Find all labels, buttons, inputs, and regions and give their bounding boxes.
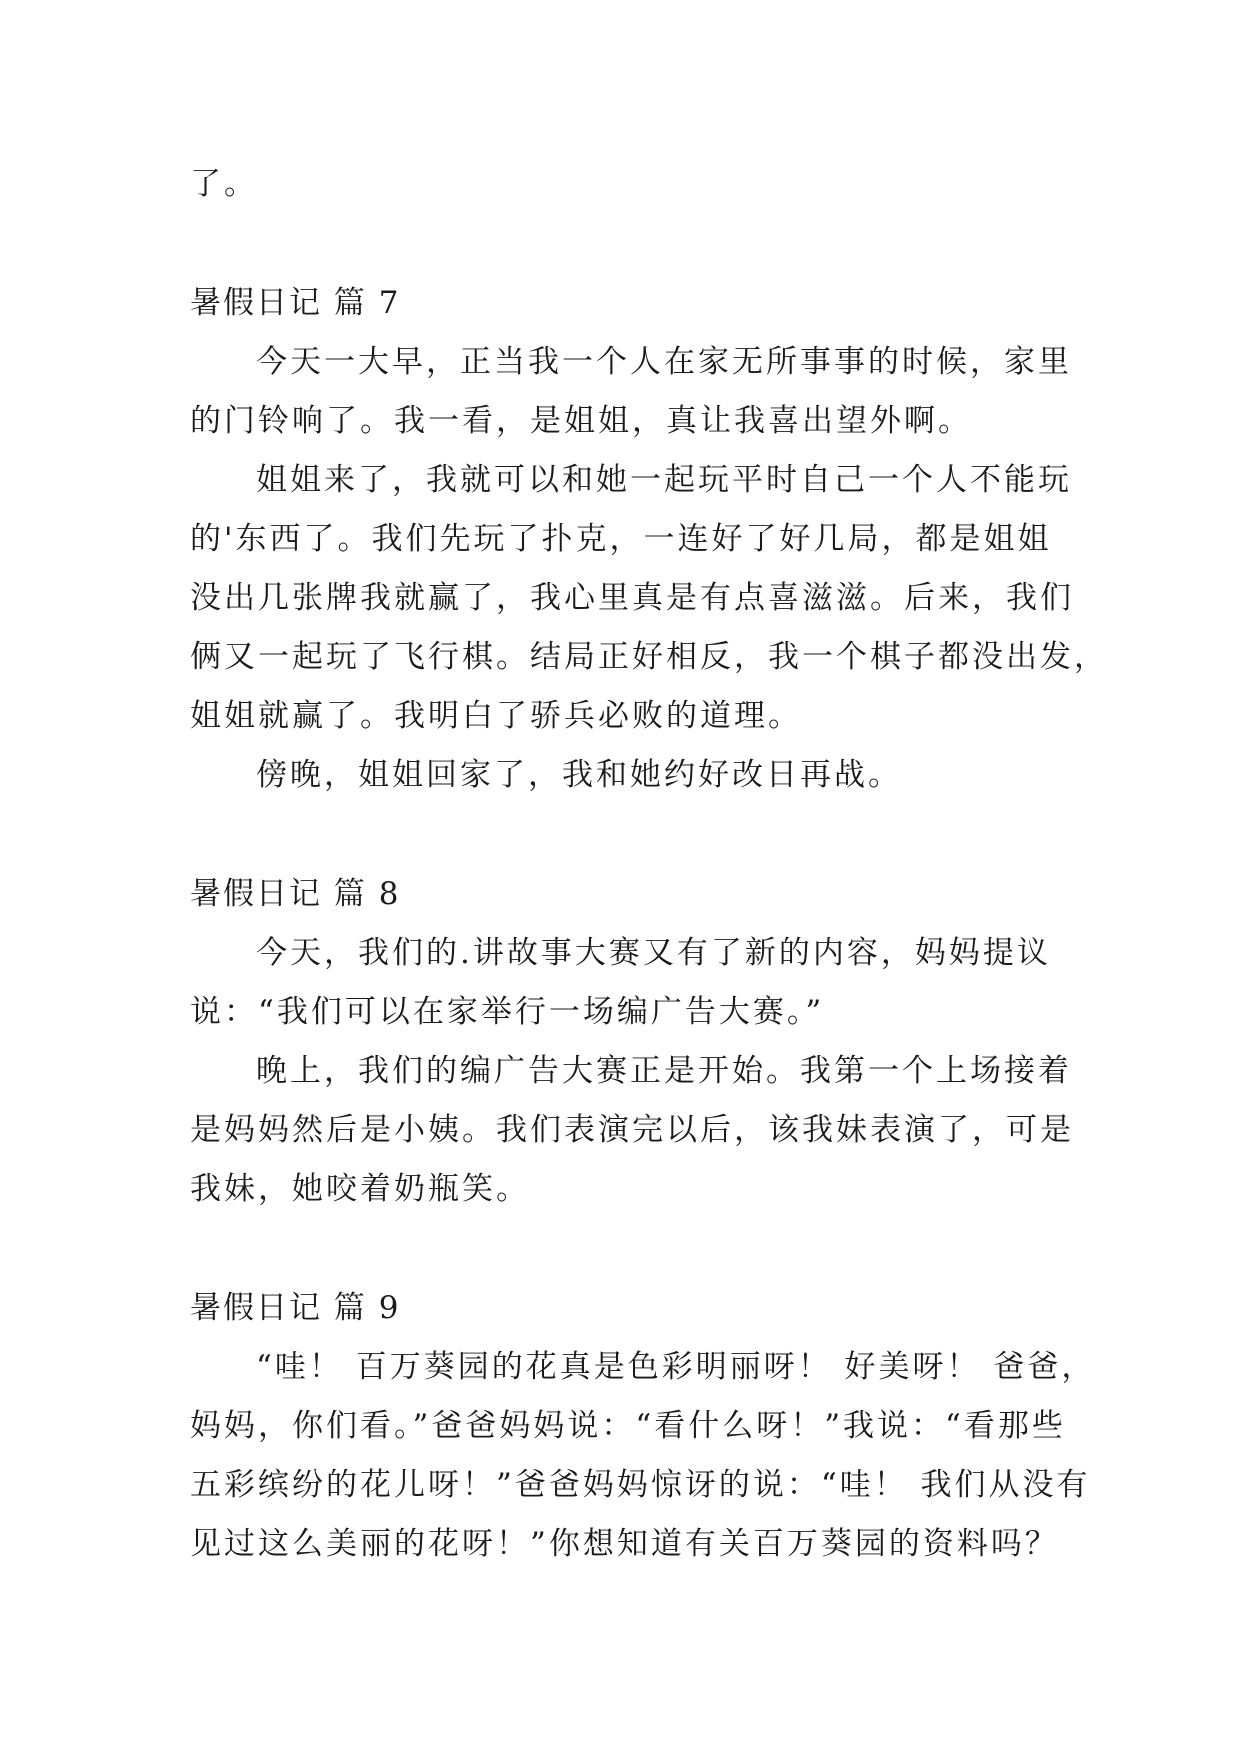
section-heading-9: 暑假日记 篇 9 <box>190 1290 401 1326</box>
document-body <box>190 155 1108 1574</box>
paragraph-line: 姐姐来了，我就可以和她一起玩平时自己一个人不能玩 <box>256 462 1072 498</box>
paragraph-line: 今天一大早，正当我一个人在家无所事事的时候，家里 <box>256 344 1072 380</box>
paragraph-line: 晚上，我们的编广告大赛正是开始。我第一个上场接着 <box>256 1053 1072 1089</box>
paragraph-line: 傍晚，姐姐回家了，我和她约好改日再战。 <box>256 757 902 793</box>
paragraph-line: 妈妈，你们看。”爸爸妈妈说：“看什么呀！”我说：“看那些 <box>190 1408 1066 1444</box>
paragraph-line: 今天，我们的.讲故事大赛又有了新的内容，妈妈提议 <box>256 935 1051 971</box>
paragraph-line: 我妹，她咬着奶瓶笑。 <box>190 1171 530 1207</box>
paragraph-line: 五彩缤纷的花儿呀！”爸爸妈妈惊讶的说：“哇！ 我们从没有 <box>190 1467 1091 1503</box>
section-gap <box>190 1219 1060 1279</box>
paragraph-line: 没出几张牌我就赢了，我心里真是有点喜滋滋。后来，我们 <box>190 580 1074 616</box>
paragraph-line: “哇！ 百万葵园的花真是色彩明丽呀！ 好美呀！ 爸爸， <box>256 1349 1096 1385</box>
text-line: 了。 <box>190 166 258 202</box>
paragraph-line: 见过这么美丽的花呀！”你想知道有关百万葵园的资料吗？ <box>190 1526 1059 1562</box>
section-heading-7: 暑假日记 篇 7 <box>190 285 401 321</box>
paragraph-line: 说：“我们可以在家举行一场编广告大赛。” <box>190 994 825 1030</box>
paragraph-line: 俩又一起玩了飞行棋。结局正好相反，我一个棋子都没出发， <box>190 639 1108 675</box>
paragraph-line: 是妈妈然后是小姨。我们表演完以后，该我妹表演了，可是 <box>190 1112 1074 1148</box>
paragraph-line: 的'东西了。我们先玩了扑克，一连好了好几局，都是姐姐 <box>190 521 1052 557</box>
paragraph-line: 的门铃响了。我一看，是姐姐，真让我喜出望外啊。 <box>190 403 972 439</box>
section-gap <box>190 805 1060 865</box>
section-heading-8: 暑假日记 篇 8 <box>190 876 401 912</box>
paragraph-line: 姐姐就赢了。我明白了骄兵必败的道理。 <box>190 698 802 734</box>
section-gap <box>190 214 1060 274</box>
